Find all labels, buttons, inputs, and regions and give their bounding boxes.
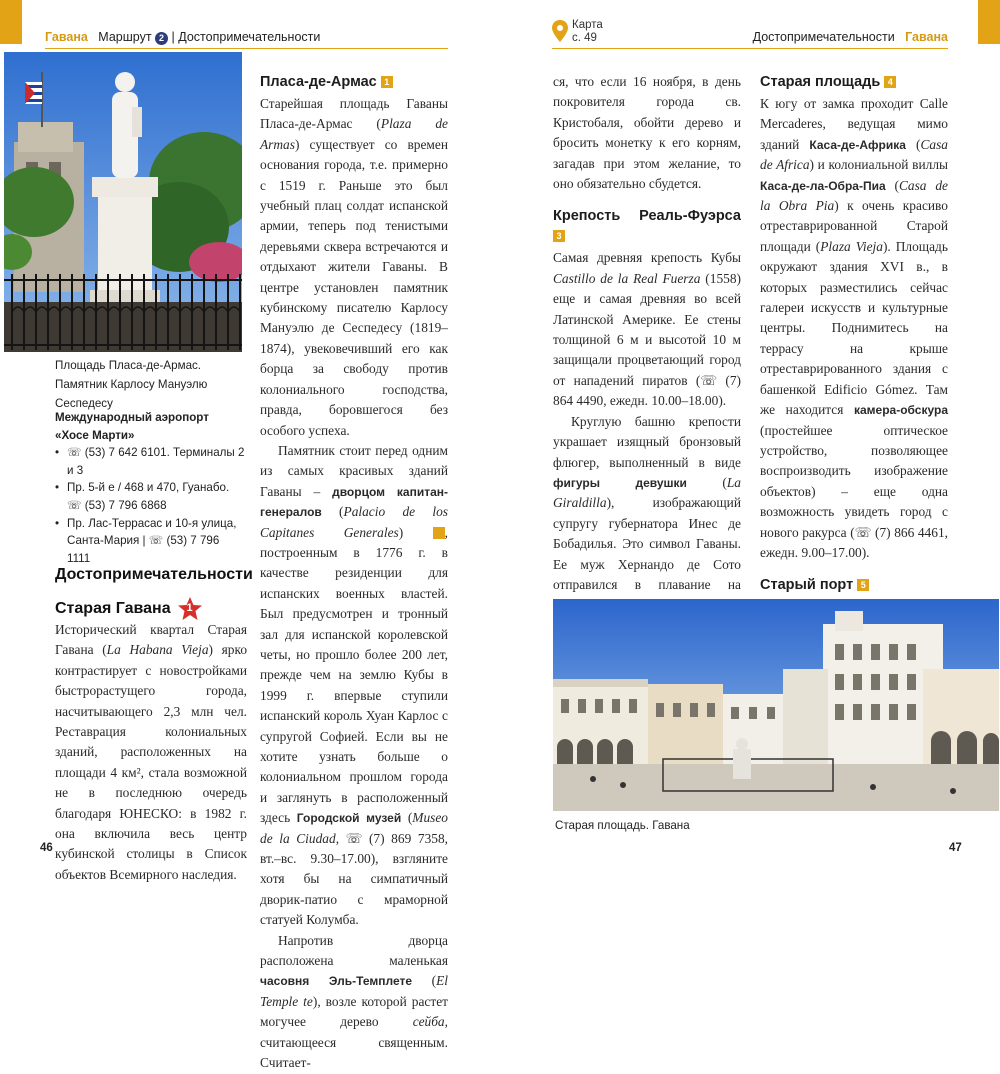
old-port-heading — [760, 575, 948, 595]
monument-photo — [4, 52, 242, 352]
marker-4: 4 — [884, 76, 896, 88]
right-page-tab — [978, 0, 1000, 44]
marker-3: 3 — [553, 230, 565, 242]
section-title-sights: Достопримечательности — [55, 566, 253, 583]
plaza-vieja-caption: Старая площадь. Гавана — [555, 819, 690, 832]
header-city: Гавана — [45, 30, 88, 44]
old-havana-text: Исторический квартал Старая Гавана (La Habana Vieja) ярко контрастирует с новостройками быстрорастущего города, насчитывающего 2,3 млн чел. Реставрация колониальных зданий, расположенных на площади 4 км², стала возможной не в последнюю очередь благодаря ЮНЕСКО: в 1982 г. она включила весь центр кубинской столицы в Список объектов Всемирного наследия. — [55, 622, 248, 882]
old-square-p1: К югу от замка проходит Calle Mercaderes, ведущая мимо зданий Каса-де-Африка (Casa de Africa) и колониальной виллы Каса-де-ла-Обра-Пиа (Casa de la Obra Pia) к очень красиво отреставрированной Старой площади (Plaza Vieja). Площадь окружают здания XVI в., в которых разместились сейчас галереи искусств и культурные центры. Поднимитесь на террасу на крыше отреставрированного здания с башенкой Edificio Gómez. Там же находится камера-обскура (простейшее оптическое устройство, позволяющее воспроизводить изображение объектов) – еще одна возможность увидеть город с нового ракурса (☏ (7) 866 4461, ежедн. 9.00–17.00). — [760, 96, 948, 560]
old-port-title: Старый порт — [760, 577, 854, 594]
marker-1: 1 — [381, 76, 393, 88]
marker-2: 2 — [433, 527, 445, 539]
list-item: • ☏ (53) 7 642 6101. Терминалы 2 и 3 — [55, 444, 245, 479]
header-route-label: Маршрут — [98, 30, 152, 44]
map-page: с. 49 — [572, 32, 597, 44]
left-header-rule — [45, 48, 448, 49]
star-number: 1 — [186, 602, 193, 614]
plaza-armas-p2: Памятник стоит перед одним из самых красивых зданий Гаваны – дворцом капитан-генералов (Palacio de los Capitanes Generales) 2, построенным в 1776 г. в качестве резиденции для испанских военных властей. Был предусмотрен и тронный зал для испанской королевской четы, но прошло более 200 лет, прежде чем на землю Кубы в 1999 г. впервые ступили испанский король Хуан Карлос с супругой Софией. Если вы не хотите узнать больше о колониальном прошлом города и заглянуть в расположенный здесь Городской музей (Museo de la Ciudad, ☏ (7) 869 7358, вт.–вс. 9.30–17.00), взгляните хотя бы на симпатичный дворик-патио с мраморной статуей Колумба. — [260, 442, 456, 928]
marker-5: 5 — [857, 579, 869, 591]
map-reference[interactable] — [572, 19, 603, 45]
fortress-p2: Круглую башню крепости украшает изящный бронзовый флюгер, выполненный в виде фигуры девушки (La Giraldilla), изображающий супругу губернатора Инес де Бобадилья. Это символ Гаваны. Ее муж Хернандо де Сото отправился в плавание на — [553, 413, 742, 592]
left-page-tab — [0, 0, 22, 44]
old-havana-title: Старая Гавана — [55, 600, 171, 617]
fortress-title: Крепость Реаль-Фуэрса — [553, 208, 741, 225]
list-item: • Пр. 5-й е / 468 и 470, Гуанабо. ☏ (53) 7 796 6868 — [55, 479, 245, 514]
plaza-armas-column — [260, 72, 456, 1074]
right-header-rule — [552, 48, 948, 49]
map-pin-icon — [552, 20, 568, 42]
header-city: Гавана — [905, 30, 948, 44]
old-havana-section — [55, 596, 247, 622]
airport-info — [55, 409, 245, 567]
chapel-continuation: ся, что если 16 ноября, в день покровителя города св. Кристобаля, обойти дерево и бросить монетку к его корням, загадав при этом желание, то оно обязательно сбудется. — [553, 74, 741, 192]
route-number-badge: 2 — [155, 32, 168, 45]
left-running-header — [45, 30, 320, 45]
old-square-heading — [760, 72, 948, 92]
map-label: Карта — [572, 19, 603, 31]
header-section: Достопримечательности — [752, 30, 895, 44]
plaza-armas-title: Пласа-де-Армас — [260, 74, 377, 90]
airport-title-line1: Международный аэропорт — [55, 411, 209, 424]
page-number-left: 46 — [40, 842, 53, 854]
fortress-p1: Самая древняя крепость Кубы Castillo de la Real Fuerza (1558) еще и самая древняя во всей Латинской Америке. Ее стены толщиной 6 м и высотой 10 м защищали процветающий город от нападений пиратов (☏ (7) 864 4490, ежедн. 10.00–18.00). — [553, 250, 741, 409]
page-number-right: 47 — [949, 842, 962, 854]
plaza-armas-p3: Напротив дворца расположена маленькая часовня Эль-Темплете (El Temple te), возле которой растет могучее дерево сейба, считающееся священным. Считает- — [260, 932, 448, 1071]
star-rating-icon — [177, 596, 203, 622]
plaza-armas-p1: Старейшая площадь Гаваны Пласа-де-Армас (Plaza de Armas) существует со времен основания города, т.е. примерно с 1519 г. Раньше это был учебный плац солдат испанской армии, теперь под тенистыми деревьями сквера встречаются и отдыхают жители Гаваны. В центре установлен памятник кубинскому писателю Карлосу Мануэлю де Сеспедесу (1819–1874), увековечивший его как борца за свободу против колониального господства, правда, боровшегося без особого успеха. — [260, 96, 448, 438]
fortress-heading — [553, 206, 741, 246]
plaza-vieja-photo — [553, 599, 999, 811]
monument-photo-caption: Площадь Пласа-де-Армас. Памятник Карлосу Мануэлю Сеспедесу — [55, 359, 208, 410]
list-item: • Пр. Лас-Террасас и 10-я улица, Санта-Мария | ☏ (53) 7 796 1111 — [55, 515, 245, 568]
header-section: | Достопримечательности — [171, 30, 321, 44]
plaza-armas-heading — [260, 72, 448, 92]
old-square-title: Старая площадь — [760, 74, 881, 90]
airport-title-line2: «Хосе Марти» — [55, 428, 135, 442]
right-running-header — [753, 30, 948, 44]
airport-contact-list — [55, 444, 245, 567]
